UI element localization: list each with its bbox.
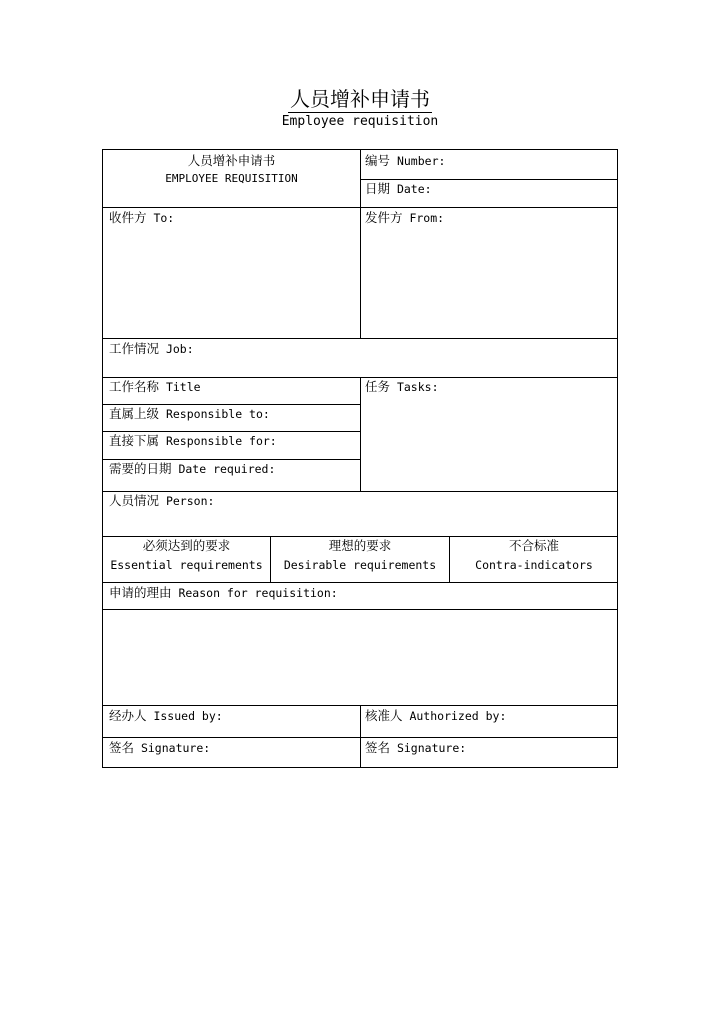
divider-person — [103, 536, 618, 537]
reason-label-en: Reason for requisition: — [178, 586, 338, 600]
signature-left-label-cn: 签名 — [109, 740, 135, 755]
from-label-en: From: — [409, 211, 445, 225]
person-field[interactable] — [109, 494, 214, 508]
job-title-field[interactable] — [109, 380, 201, 394]
job-label-cn: 工作情况 — [109, 341, 160, 356]
essential-requirements-field[interactable] — [103, 539, 270, 572]
page-title-text: 人员增补申请书 — [290, 87, 430, 111]
reason-label-cn: 申请的理由 — [109, 585, 172, 600]
authorized-by-field[interactable] — [365, 709, 506, 723]
requisition-form-table — [102, 149, 618, 768]
signature-right-label-en: Signature: — [396, 741, 467, 755]
from-label-cn: 发件方 — [365, 210, 403, 225]
divider-reason — [103, 609, 618, 610]
responsible-for-label-cn: 直接下属 — [109, 433, 160, 448]
from-field[interactable] — [365, 211, 444, 225]
divider-requirements — [103, 582, 618, 583]
number-label-cn: 编号 — [365, 153, 391, 168]
job-label-en: Job: — [165, 342, 194, 356]
divider-responsible-for — [103, 459, 360, 460]
desirable-label-cn: 理想的要求 — [328, 538, 392, 553]
job-title-label-en: Title — [165, 380, 201, 394]
contra-label-en: Contra-indicators — [475, 558, 593, 572]
vdivider-top — [360, 150, 361, 338]
divider-number-date — [360, 179, 618, 180]
person-label-en: Person: — [165, 494, 215, 508]
reason-field[interactable] — [109, 586, 338, 600]
contra-label-cn: 不合标准 — [508, 538, 559, 553]
signature-right-label-cn: 签名 — [365, 740, 391, 755]
number-field[interactable] — [365, 154, 445, 168]
date-required-field[interactable] — [109, 462, 275, 476]
date-label-cn: 日期 — [365, 181, 391, 196]
divider-job-section — [103, 491, 618, 492]
responsible-to-field[interactable] — [109, 407, 270, 421]
signature-left-label-en: Signature: — [140, 741, 211, 755]
tasks-label-en: Tasks: — [396, 380, 439, 394]
tasks-label-cn: 任务 — [365, 379, 391, 394]
issued-by-label-cn: 经办人 — [109, 708, 147, 723]
desirable-requirements-field[interactable] — [271, 539, 449, 572]
doc-title-en: EMPLOYEE REQUISITION — [165, 172, 298, 185]
authorized-by-label-cn: 核准人 — [365, 708, 403, 723]
number-label-en: Number: — [396, 154, 446, 168]
divider-responsible-to — [103, 431, 360, 432]
issued-by-field[interactable] — [109, 709, 223, 723]
to-field[interactable] — [109, 211, 174, 225]
issued-by-label-en: Issued by: — [153, 709, 223, 723]
responsible-to-label-cn: 直属上级 — [109, 406, 160, 421]
date-required-label-en: Date required: — [178, 462, 276, 476]
job-title-label-cn: 工作名称 — [109, 379, 160, 394]
page-title — [0, 86, 720, 113]
divider-to-from — [103, 338, 618, 339]
signature-right-field[interactable] — [365, 741, 466, 755]
responsible-for-field[interactable] — [109, 434, 277, 448]
vdivider-sign — [360, 705, 361, 768]
job-field[interactable] — [109, 342, 194, 356]
doc-title-block — [103, 154, 360, 186]
contra-indicators-field[interactable] — [450, 539, 618, 572]
date-field[interactable] — [365, 182, 432, 196]
date-label-en: Date: — [396, 182, 432, 196]
authorized-by-label-en: Authorized by: — [409, 709, 507, 723]
divider-title — [103, 404, 360, 405]
tasks-field[interactable] — [365, 380, 439, 394]
to-label-cn: 收件方 — [109, 210, 147, 225]
signature-left-field[interactable] — [109, 741, 210, 755]
person-label-cn: 人员情况 — [109, 493, 160, 508]
responsible-for-label-en: Responsible for: — [165, 434, 277, 448]
date-required-label-cn: 需要的日期 — [109, 461, 172, 476]
doc-title-cn: 人员增补申请书 — [187, 153, 276, 168]
vdivider-job — [360, 377, 361, 491]
responsible-to-label-en: Responsible to: — [165, 407, 270, 421]
page-subtitle: Employee requisition — [281, 114, 439, 129]
to-label-en: To: — [153, 211, 175, 225]
desirable-label-en: Desirable requirements — [283, 558, 437, 572]
essential-label-en: Essential requirements — [110, 558, 263, 572]
essential-label-cn: 必须达到的要求 — [142, 538, 231, 553]
